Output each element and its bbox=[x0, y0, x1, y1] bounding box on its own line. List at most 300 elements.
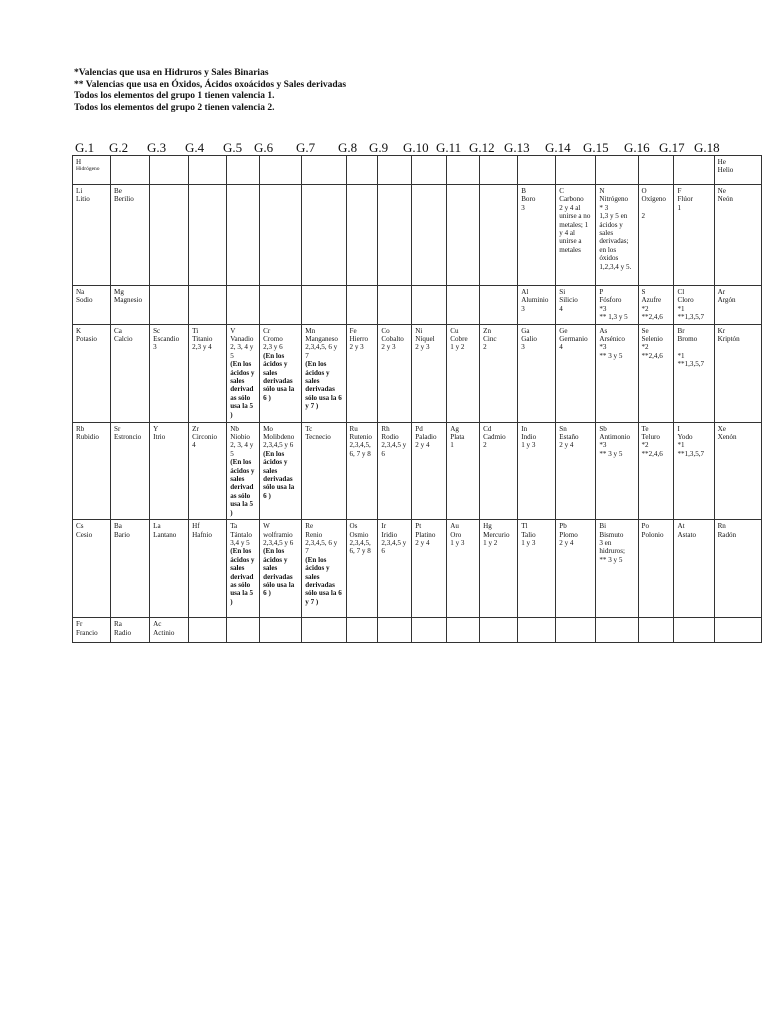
element-symbol: Mn bbox=[305, 326, 316, 335]
element-symbol: Cs bbox=[76, 522, 84, 531]
element-note: (En los ácidos y sales derivad as sólo usa la 5 ) bbox=[230, 458, 255, 517]
element-name: Arsénico bbox=[599, 335, 625, 344]
element-symbol: Hg bbox=[483, 522, 492, 531]
element-symbol: Rb bbox=[76, 424, 85, 433]
element-symbol: H bbox=[76, 158, 82, 166]
element-name: Aluminio bbox=[521, 296, 549, 305]
element-symbol: Sn bbox=[559, 424, 567, 433]
element-symbol: He bbox=[717, 158, 726, 166]
element-valence: 2 bbox=[483, 441, 487, 450]
table-row bbox=[73, 422, 762, 519]
empty-cell bbox=[189, 185, 227, 286]
element-cell-te bbox=[638, 422, 674, 519]
element-symbol: Li bbox=[76, 187, 83, 195]
element-name: Osmio bbox=[349, 530, 369, 539]
empty-cell bbox=[518, 618, 556, 643]
empty-cell bbox=[378, 618, 412, 643]
element-name: Cromo bbox=[263, 335, 283, 344]
empty-cell bbox=[378, 286, 412, 325]
element-name: Carbono bbox=[559, 195, 584, 204]
element-valence: 2,3,4,5, 6 y 7 bbox=[305, 538, 338, 556]
element-valence: 2 y 3 bbox=[349, 343, 364, 352]
element-symbol: Ga bbox=[521, 326, 530, 335]
table-row bbox=[73, 324, 762, 422]
element-name: Teluro bbox=[641, 433, 660, 442]
element-name: Plomo bbox=[559, 530, 578, 539]
group-label: G.7 bbox=[296, 140, 316, 155]
empty-cell bbox=[302, 156, 346, 185]
empty-cell bbox=[189, 156, 227, 185]
group-header-row bbox=[72, 140, 762, 156]
periodic-table bbox=[72, 155, 762, 643]
element-name: Radio bbox=[114, 628, 131, 637]
element-name: Cesio bbox=[76, 530, 93, 539]
empty-cell bbox=[111, 156, 150, 185]
element-note: (En los ácidos y sales derivad as sólo usa la 5 ) bbox=[230, 547, 255, 606]
element-cell-fe bbox=[346, 324, 378, 422]
element-symbol: Na bbox=[76, 288, 85, 296]
element-valence: * 3 1,3 y 5 en ácidos y sales derivadas; en los óxidos 1,2,3,4 y 5. bbox=[599, 203, 632, 271]
element-cell-ru bbox=[346, 422, 378, 519]
element-valence: 2 y 3 bbox=[415, 343, 430, 352]
element-cell-tc bbox=[302, 422, 346, 519]
element-symbol: Co bbox=[381, 326, 390, 335]
element-name: Astato bbox=[677, 530, 697, 539]
element-cell-rh bbox=[378, 422, 412, 519]
empty-cell bbox=[227, 286, 260, 325]
element-symbol: Ca bbox=[114, 326, 122, 335]
element-name: Mercurio bbox=[483, 530, 510, 539]
element-name: Calcio bbox=[114, 335, 133, 344]
element-cell-mo bbox=[260, 422, 302, 519]
element-symbol: V bbox=[230, 326, 236, 335]
element-cell-pt bbox=[412, 520, 447, 618]
empty-cell bbox=[412, 286, 447, 325]
element-cell-sn bbox=[556, 422, 596, 519]
element-symbol: Re bbox=[305, 522, 314, 531]
element-name: Vanadio bbox=[230, 335, 254, 344]
element-symbol: Cu bbox=[450, 326, 459, 335]
group-label: G.10 bbox=[403, 140, 429, 155]
element-cell-br bbox=[674, 324, 714, 422]
element-name: Galio bbox=[521, 335, 537, 344]
element-symbol: Te bbox=[641, 424, 649, 433]
element-valence: 2 y 4 bbox=[415, 441, 430, 450]
element-valence: 4 bbox=[559, 304, 563, 313]
empty-cell bbox=[227, 156, 260, 185]
group-label: G.6 bbox=[254, 140, 274, 155]
empty-cell bbox=[189, 618, 227, 643]
element-symbol: Pt bbox=[415, 522, 422, 531]
element-cell-li bbox=[73, 185, 111, 286]
element-name: Rutenio bbox=[349, 433, 372, 442]
element-valence: 3,4 y 5 bbox=[230, 538, 250, 547]
note-line: ** Valencias que usa en Óxidos, Ácidos oxoácidos y Sales derivadas bbox=[74, 79, 347, 90]
element-cell-ta bbox=[227, 520, 260, 618]
element-valence: *2 **2,4,6 bbox=[641, 441, 663, 458]
element-symbol: Xe bbox=[717, 424, 726, 433]
element-symbol: Zn bbox=[483, 326, 492, 335]
group-label: G.12 bbox=[469, 140, 495, 155]
element-cell-k bbox=[73, 324, 111, 422]
element-name: Iridio bbox=[381, 530, 398, 539]
element-name: Itrio bbox=[153, 433, 166, 442]
empty-cell bbox=[346, 156, 378, 185]
table-row bbox=[73, 286, 762, 325]
element-cell-at bbox=[674, 520, 714, 618]
element-valence: *3 ** 1,3 y 5 bbox=[599, 304, 628, 322]
element-valence: 3 en hidruros; ** 3 y 5 bbox=[599, 538, 625, 564]
group-label: G.14 bbox=[545, 140, 571, 155]
element-symbol: B bbox=[521, 187, 526, 195]
element-name: Actinio bbox=[153, 628, 175, 637]
element-name: Antimonio bbox=[599, 433, 631, 442]
element-cell-ti bbox=[189, 324, 227, 422]
element-cell-se bbox=[638, 324, 674, 422]
empty-cell bbox=[480, 286, 518, 325]
group-label: G.17 bbox=[659, 140, 685, 155]
group-label: G.2 bbox=[109, 140, 129, 155]
empty-cell bbox=[596, 618, 638, 643]
element-valence: 2 y 4 bbox=[559, 538, 574, 547]
element-valence: 1 bbox=[677, 203, 682, 212]
element-symbol: N bbox=[599, 187, 605, 195]
element-symbol: Ne bbox=[717, 187, 726, 195]
element-cell-p bbox=[596, 286, 638, 325]
empty-cell bbox=[480, 185, 518, 286]
group-label: G.3 bbox=[147, 140, 167, 155]
element-name: wolframio bbox=[263, 530, 293, 539]
element-name: Níquel bbox=[415, 335, 435, 344]
element-name: Xenón bbox=[717, 433, 737, 442]
element-symbol: W bbox=[263, 522, 270, 531]
element-name: Germanio bbox=[559, 335, 588, 344]
element-symbol: Mg bbox=[114, 288, 124, 296]
empty-cell bbox=[346, 185, 378, 286]
element-cell-f bbox=[674, 185, 714, 286]
element-valence: 2,3,4,5, 6, 7 y 8 bbox=[349, 538, 371, 556]
element-name: Selenio bbox=[641, 335, 663, 344]
element-name: Hafnio bbox=[192, 530, 212, 539]
element-cell-ca bbox=[111, 324, 150, 422]
element-cell-n bbox=[596, 185, 638, 286]
table-row bbox=[73, 185, 762, 286]
element-symbol: Kr bbox=[717, 326, 726, 335]
element-name: Bromo bbox=[677, 335, 698, 344]
empty-cell bbox=[447, 185, 480, 286]
group-label: G.1 bbox=[75, 140, 95, 155]
element-cell-sb bbox=[596, 422, 638, 519]
element-name: Bario bbox=[114, 530, 130, 539]
element-symbol: S bbox=[641, 288, 646, 296]
empty-cell bbox=[447, 156, 480, 185]
element-valence: 2,3,4,5 y 6 bbox=[381, 441, 407, 458]
empty-cell bbox=[480, 618, 518, 643]
element-symbol: Bi bbox=[599, 522, 607, 531]
element-name: Cobalto bbox=[381, 335, 404, 344]
element-valence: 2 y 4 bbox=[559, 441, 574, 450]
empty-cell bbox=[227, 185, 260, 286]
element-cell-ne bbox=[714, 185, 761, 286]
element-name: Platino bbox=[415, 530, 436, 539]
element-cell-os bbox=[346, 520, 378, 618]
element-note: (En los ácidos y sales derivad as sólo usa la 5 ) bbox=[230, 360, 255, 419]
element-cell-kr bbox=[714, 324, 761, 422]
element-valence: 4 bbox=[192, 441, 196, 450]
element-symbol: At bbox=[677, 522, 685, 531]
element-valence: 3 bbox=[521, 343, 525, 352]
element-name: Estroncio bbox=[114, 433, 142, 442]
element-cell-v bbox=[227, 324, 260, 422]
element-name: Polonio bbox=[641, 530, 664, 539]
element-valence: *3 ** 3 y 5 bbox=[599, 441, 623, 458]
element-name: Plata bbox=[450, 433, 465, 442]
element-cell-pd bbox=[412, 422, 447, 519]
element-cell-mg bbox=[111, 286, 150, 325]
element-name: Titanio bbox=[192, 335, 213, 344]
element-name: Azufre bbox=[641, 296, 662, 305]
element-symbol: Ni bbox=[415, 326, 423, 335]
empty-cell bbox=[346, 618, 378, 643]
element-cell-tl bbox=[518, 520, 556, 618]
empty-cell bbox=[638, 618, 674, 643]
empty-cell bbox=[412, 156, 447, 185]
element-name: Cloro bbox=[677, 296, 694, 305]
element-cell-ge bbox=[556, 324, 596, 422]
element-symbol: Ra bbox=[114, 620, 122, 629]
element-cell-fr bbox=[73, 618, 111, 643]
element-cell-c bbox=[556, 185, 596, 286]
element-symbol: Y bbox=[153, 424, 159, 433]
element-symbol: K bbox=[76, 326, 82, 335]
element-cell-nb bbox=[227, 422, 260, 519]
element-name: Molibdeno bbox=[263, 433, 295, 442]
element-valence: 2,3 y 6 bbox=[263, 343, 283, 352]
element-symbol: Rn bbox=[717, 522, 726, 531]
element-symbol: Se bbox=[641, 326, 649, 335]
element-valence: *2 **2,4,6 bbox=[641, 304, 663, 322]
element-valence: 2 y 4 al unirse a no metales; 1 y 4 al unirse a metales bbox=[559, 203, 591, 254]
group-label: G.9 bbox=[369, 140, 389, 155]
element-valence: 2 bbox=[483, 343, 487, 352]
empty-cell bbox=[346, 286, 378, 325]
element-symbol: Fr bbox=[76, 620, 83, 629]
empty-cell bbox=[302, 286, 346, 325]
empty-cell bbox=[260, 156, 302, 185]
element-note: (En los ácidos y sales derivadas sólo usa la 6 y 7 ) bbox=[305, 555, 342, 606]
element-valence: 2 bbox=[641, 212, 646, 221]
element-name: Bismuto bbox=[599, 530, 624, 539]
element-symbol: As bbox=[599, 326, 608, 335]
element-name: Indio bbox=[521, 433, 537, 442]
element-cell-ac bbox=[150, 618, 189, 643]
empty-cell bbox=[674, 618, 714, 643]
element-cell-la bbox=[150, 520, 189, 618]
element-cell-cs bbox=[73, 520, 111, 618]
element-name: Paladio bbox=[415, 433, 437, 442]
element-name: Tántalo bbox=[230, 530, 252, 539]
element-name: Rodio bbox=[381, 433, 399, 442]
element-name: Escandio bbox=[153, 335, 180, 344]
empty-cell bbox=[556, 618, 596, 643]
element-name: Cobre bbox=[450, 335, 468, 344]
group-label: G.13 bbox=[504, 140, 530, 155]
element-cell-hf bbox=[189, 520, 227, 618]
element-name: Neón bbox=[717, 195, 733, 204]
element-cell-ra bbox=[111, 618, 150, 643]
empty-cell bbox=[638, 156, 674, 185]
element-symbol: Nb bbox=[230, 424, 239, 433]
element-valence: 2, 3, 4 y 5 bbox=[230, 343, 254, 360]
empty-cell bbox=[480, 156, 518, 185]
element-symbol: Si bbox=[559, 288, 566, 296]
element-cell-s bbox=[638, 286, 674, 325]
empty-cell bbox=[302, 185, 346, 286]
element-cell-al bbox=[518, 286, 556, 325]
element-symbol: In bbox=[521, 424, 528, 433]
element-cell-re bbox=[302, 520, 346, 618]
element-symbol: Po bbox=[641, 522, 649, 531]
element-cell-sr bbox=[111, 422, 150, 519]
element-name: Helio bbox=[717, 166, 734, 175]
element-symbol: Hf bbox=[192, 522, 200, 531]
element-valence: 2 y 3 bbox=[381, 343, 396, 352]
element-cell-bi bbox=[596, 520, 638, 618]
table-row bbox=[73, 618, 762, 643]
element-symbol: Ti bbox=[192, 326, 199, 335]
element-cell-zr bbox=[189, 422, 227, 519]
empty-cell bbox=[150, 185, 189, 286]
element-symbol: Os bbox=[349, 522, 358, 531]
element-valence: *1 **1,3,5,7 bbox=[677, 351, 705, 369]
element-symbol: Au bbox=[450, 522, 459, 531]
element-valence: 2,3,4,5 y 6 bbox=[381, 538, 407, 556]
element-symbol: Tc bbox=[305, 424, 313, 433]
element-symbol: Fe bbox=[349, 326, 357, 335]
element-symbol: Be bbox=[114, 187, 122, 195]
element-symbol: Cd bbox=[483, 424, 492, 433]
element-symbol: Ac bbox=[153, 620, 162, 629]
group-label: G.8 bbox=[338, 140, 358, 155]
element-symbol: Ta bbox=[230, 522, 238, 531]
element-valence: 1 y 3 bbox=[521, 538, 536, 547]
element-symbol: Tl bbox=[521, 522, 528, 531]
element-symbol: Cl bbox=[677, 288, 685, 296]
element-symbol: Al bbox=[521, 288, 529, 296]
element-cell-he bbox=[714, 156, 761, 185]
empty-cell bbox=[302, 618, 346, 643]
table-row bbox=[73, 520, 762, 618]
element-cell-be bbox=[111, 185, 150, 286]
element-valence: 2,3,4,5 y 6 bbox=[263, 441, 294, 450]
element-valence: 3 bbox=[521, 304, 525, 313]
empty-cell bbox=[412, 618, 447, 643]
element-cell-zn bbox=[480, 324, 518, 422]
element-symbol: Ar bbox=[717, 288, 726, 296]
element-valence: 1 y 3 bbox=[521, 441, 536, 450]
note-line: Todos los elementos del grupo 1 tienen valencia 1. bbox=[74, 91, 275, 101]
element-cell-po bbox=[638, 520, 674, 618]
element-name: Tecnecio bbox=[305, 433, 331, 442]
element-symbol: La bbox=[153, 522, 161, 531]
element-symbol: O bbox=[641, 187, 647, 195]
element-valence: 3 bbox=[153, 343, 157, 352]
note-line: *Valencias que usa en Hidruros y Sales Binarias bbox=[74, 68, 269, 78]
element-cell-au bbox=[447, 520, 480, 618]
element-name: Litio bbox=[76, 195, 90, 204]
empty-cell bbox=[227, 618, 260, 643]
element-valence: 1 bbox=[450, 441, 454, 450]
element-name: Oro bbox=[450, 530, 462, 539]
element-symbol: Rh bbox=[381, 424, 390, 433]
element-valence: 2,3 y 4 bbox=[192, 343, 212, 352]
element-symbol: Ba bbox=[114, 522, 122, 531]
empty-cell bbox=[447, 286, 480, 325]
element-valence: 2, 3, 4 y 5 bbox=[230, 441, 254, 458]
table-row bbox=[73, 156, 762, 185]
empty-cell bbox=[674, 156, 714, 185]
element-cell-cl bbox=[674, 286, 714, 325]
element-symbol: Ru bbox=[349, 424, 358, 433]
element-symbol: I bbox=[677, 424, 680, 433]
element-cell-rn bbox=[714, 520, 761, 618]
element-valence: *1 **1,3,5,7 bbox=[677, 441, 705, 458]
group-label: G.15 bbox=[583, 140, 609, 155]
element-symbol: Pd bbox=[415, 424, 423, 433]
element-name: Cadmio bbox=[483, 433, 506, 442]
element-cell-sc bbox=[150, 324, 189, 422]
element-cell-cr bbox=[260, 324, 302, 422]
element-cell-w bbox=[260, 520, 302, 618]
element-valence: 2 y 4 bbox=[415, 538, 430, 547]
element-cell-ga bbox=[518, 324, 556, 422]
element-symbol: Sb bbox=[599, 424, 607, 433]
notes bbox=[74, 68, 346, 114]
element-name: Francio bbox=[76, 628, 98, 637]
element-valence: 1 y 2 bbox=[483, 538, 498, 547]
element-name: Magnesio bbox=[114, 296, 143, 305]
element-valence: 2,3,4,5, 6 y 7 bbox=[305, 343, 338, 360]
element-valence: 4 bbox=[559, 343, 563, 352]
element-symbol: Br bbox=[677, 326, 685, 335]
element-name: Niobio bbox=[230, 433, 250, 442]
element-name: Circonio bbox=[192, 433, 217, 442]
element-name: Renio bbox=[305, 530, 323, 539]
empty-cell bbox=[378, 185, 412, 286]
empty-cell bbox=[189, 286, 227, 325]
element-name: Hierro bbox=[349, 335, 369, 344]
element-symbol: Ir bbox=[381, 522, 387, 531]
element-cell-rb bbox=[73, 422, 111, 519]
group-label: G.11 bbox=[436, 140, 462, 155]
element-valence: *3 ** 3 y 5 bbox=[599, 343, 623, 360]
empty-cell bbox=[150, 286, 189, 325]
element-cell-ni bbox=[412, 324, 447, 422]
empty-cell bbox=[556, 156, 596, 185]
element-name: Sodio bbox=[76, 296, 93, 305]
element-name: Radón bbox=[717, 530, 737, 539]
element-name: Manganeso bbox=[305, 335, 338, 344]
element-cell-ag bbox=[447, 422, 480, 519]
element-cell-hg bbox=[480, 520, 518, 618]
group-label: G.16 bbox=[624, 140, 650, 155]
empty-cell bbox=[150, 156, 189, 185]
element-name: Silicio bbox=[559, 296, 578, 305]
element-cell-ar bbox=[714, 286, 761, 325]
element-cell-cu bbox=[447, 324, 480, 422]
element-name: Fósforo bbox=[599, 296, 622, 305]
empty-cell bbox=[260, 185, 302, 286]
